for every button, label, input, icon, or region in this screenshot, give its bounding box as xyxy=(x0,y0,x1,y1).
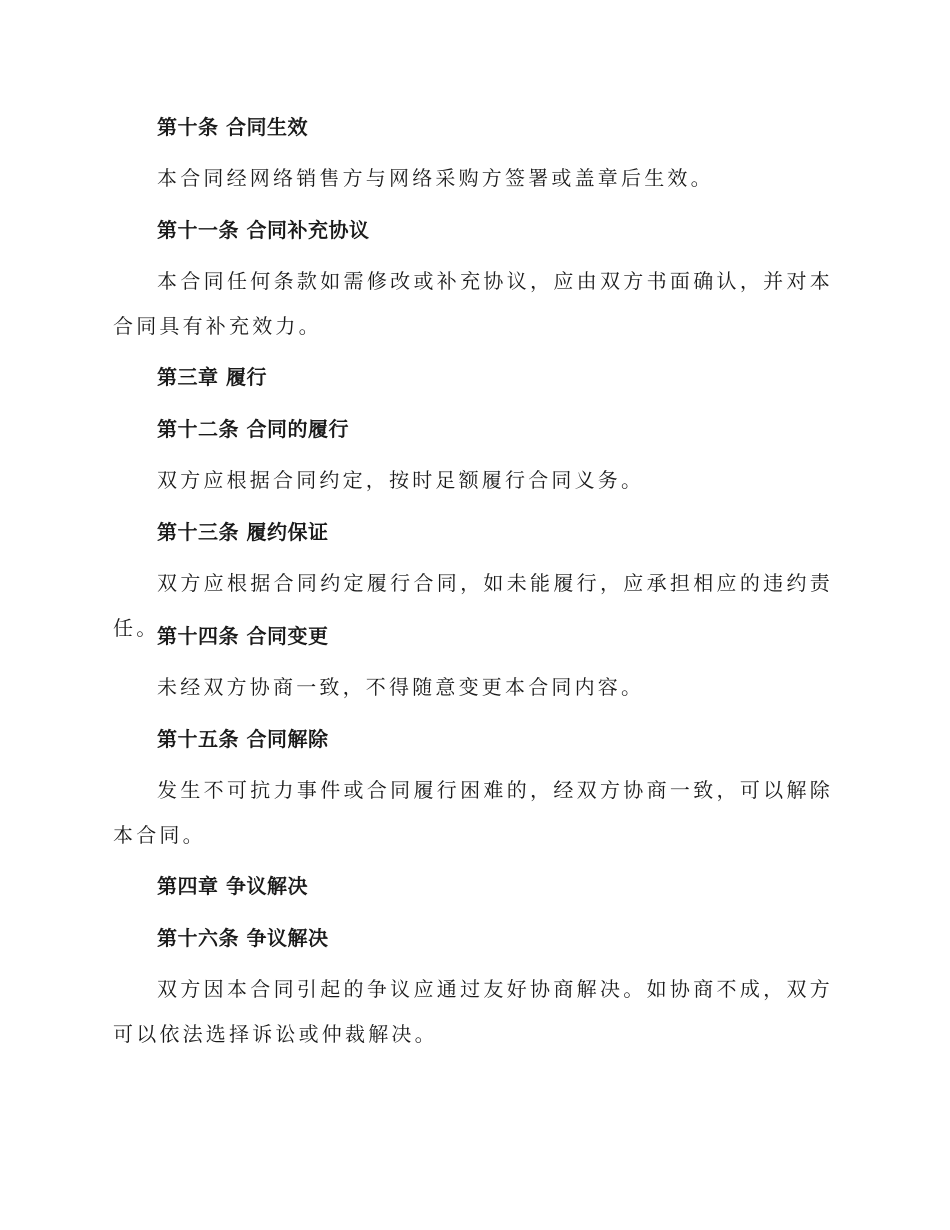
article-10-heading: 第十条 合同生效 xyxy=(157,115,308,139)
article-14-heading: 第十四条 合同变更 xyxy=(157,624,329,648)
article-10-body: 本合同经网络销售方与网络采购方签署或盖章后生效。 xyxy=(157,166,714,190)
article-15-body: 发生不可抗力事件或合同履行困难的，经双方协商一致，可以解除本合同。 xyxy=(113,778,833,847)
chapter-3-heading: 第三章 履行 xyxy=(157,365,267,389)
article-16-body: 双方因本合同引起的争议应通过友好协商解决。如协商不成，双方可以依法选择诉讼或仲裁解决。 xyxy=(113,977,833,1046)
article-15-heading: 第十五条 合同解除 xyxy=(157,727,329,751)
article-16-heading: 第十六条 争议解决 xyxy=(157,926,329,950)
article-13-heading: 第十三条 履约保证 xyxy=(157,520,329,544)
article-12-heading: 第十二条 合同的履行 xyxy=(157,417,349,441)
chapter-4-heading: 第四章 争议解决 xyxy=(157,874,308,898)
article-11-heading: 第十一条 合同补充协议 xyxy=(157,218,370,242)
article-11-body: 本合同任何条款如需修改或补充协议，应由双方书面确认，并对本合同具有补充效力。 xyxy=(113,269,833,338)
article-14-body: 未经双方协商一致，不得随意变更本合同内容。 xyxy=(157,675,645,699)
article-13-body: 双方应根据合同约定履行合同，如未能履行，应承担相应的违约责任。 xyxy=(113,571,833,640)
article-12-body: 双方应根据合同约定，按时足额履行合同义务。 xyxy=(157,468,645,492)
